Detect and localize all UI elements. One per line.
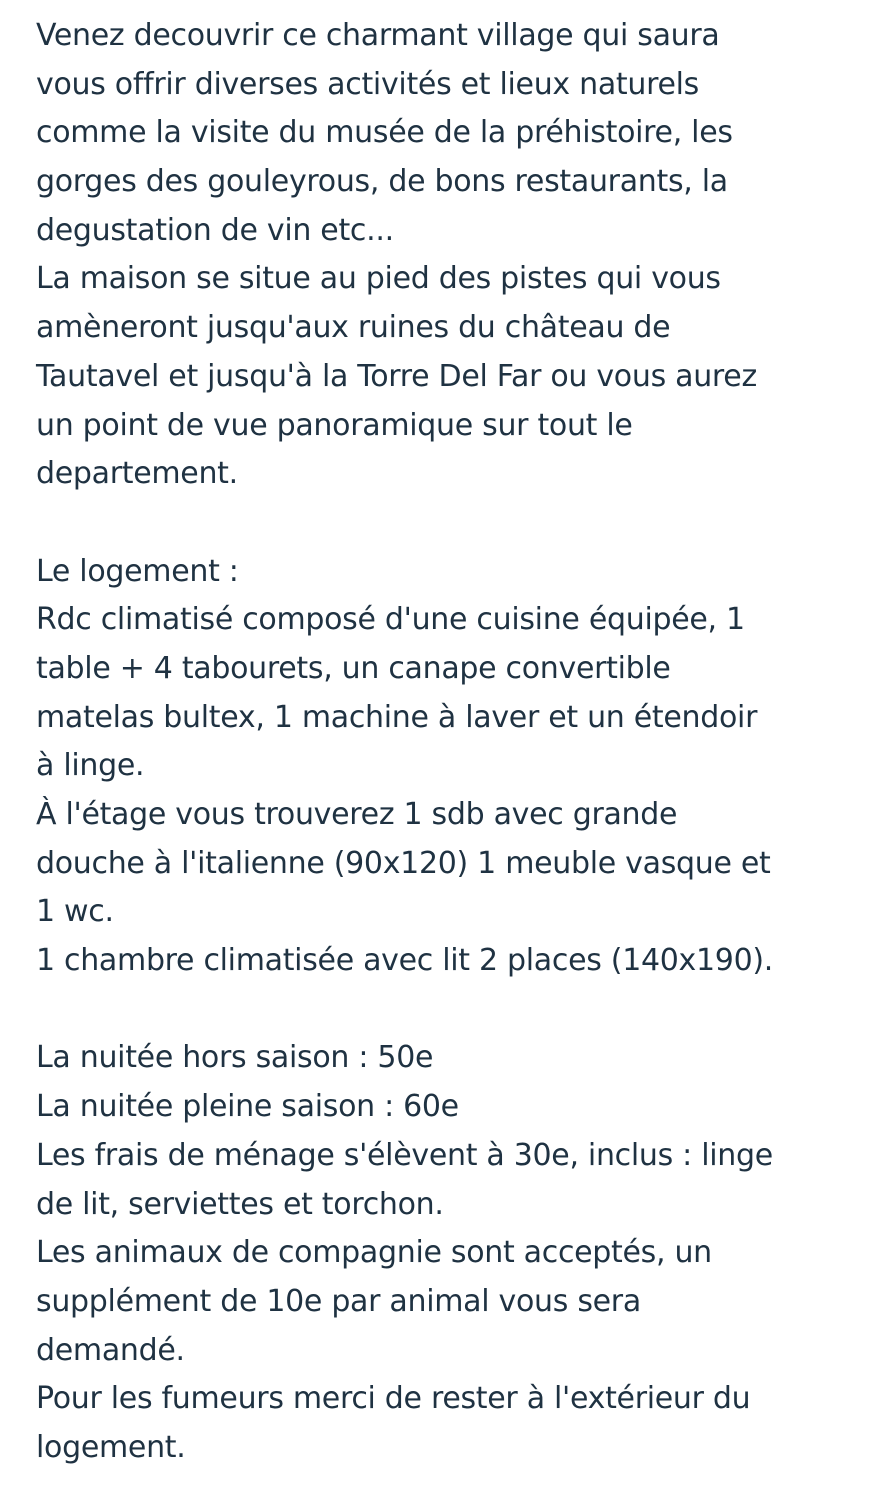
text-line: degustation de vin etc...	[36, 212, 394, 248]
text-line: supplément de 10e par animal vous sera	[36, 1283, 641, 1319]
paragraph-spacer	[36, 499, 876, 548]
text-line: departement.	[36, 456, 238, 492]
tarifs-paragraph	[36, 1034, 876, 1472]
text-line: La maison se situe au pied des pistes qui vous	[36, 261, 721, 297]
text-line: matelas bultex, 1 machine à laver et un étendoir	[36, 699, 758, 735]
price-line: La nuitée hors saison : 50e	[36, 1040, 434, 1076]
text-line: à linge.	[36, 748, 145, 784]
text-line: Les animaux de compagnie sont acceptés, un	[36, 1235, 712, 1271]
listing-description	[36, 12, 876, 1473]
text-line: Rdc climatisé composé d'une cuisine équipée, 1	[36, 602, 745, 638]
text-line: 1 chambre climatisée avec lit 2 places (140x190).	[36, 943, 774, 979]
text-line: demandé.	[36, 1332, 185, 1368]
text-line: Tautavel et jusqu'à la Torre Del Far ou vous aurez	[36, 358, 757, 394]
text-line: À l'étage vous trouverez 1 sdb avec grande	[36, 797, 678, 832]
logement-paragraph	[36, 548, 876, 986]
text-line: amèneront jusqu'aux ruines du château de	[36, 310, 671, 346]
text-line: table + 4 tabourets, un canape convertible	[36, 650, 671, 686]
text-line: douche à l'italienne (90x120) 1 meuble vasque et	[36, 845, 771, 881]
paragraph-spacer	[36, 986, 876, 1035]
text-line: vous offrir diverses activités et lieux naturels	[36, 66, 699, 102]
text-line: logement.	[36, 1429, 186, 1465]
text-line: Les frais de ménage s'élèvent à 30e, inclus : linge	[36, 1137, 773, 1173]
text-line: 1 wc.	[36, 894, 114, 930]
text-line: de lit, serviettes et torchon.	[36, 1186, 444, 1222]
text-line: Pour les fumeurs merci de rester à l'extérieur du	[36, 1381, 751, 1417]
text-line: Venez decouvrir ce charmant village qui saura	[36, 18, 720, 53]
text-line: gorges des gouleyrous, de bons restaurants, la	[36, 164, 728, 200]
text-line: comme la visite du musée de la préhistoire, les	[36, 115, 733, 151]
text-line: un point de vue panoramique sur tout le	[36, 407, 633, 443]
section-heading: Le logement :	[36, 553, 239, 589]
intro-paragraph	[36, 12, 876, 499]
price-line: La nuitée pleine saison : 60e	[36, 1089, 459, 1125]
